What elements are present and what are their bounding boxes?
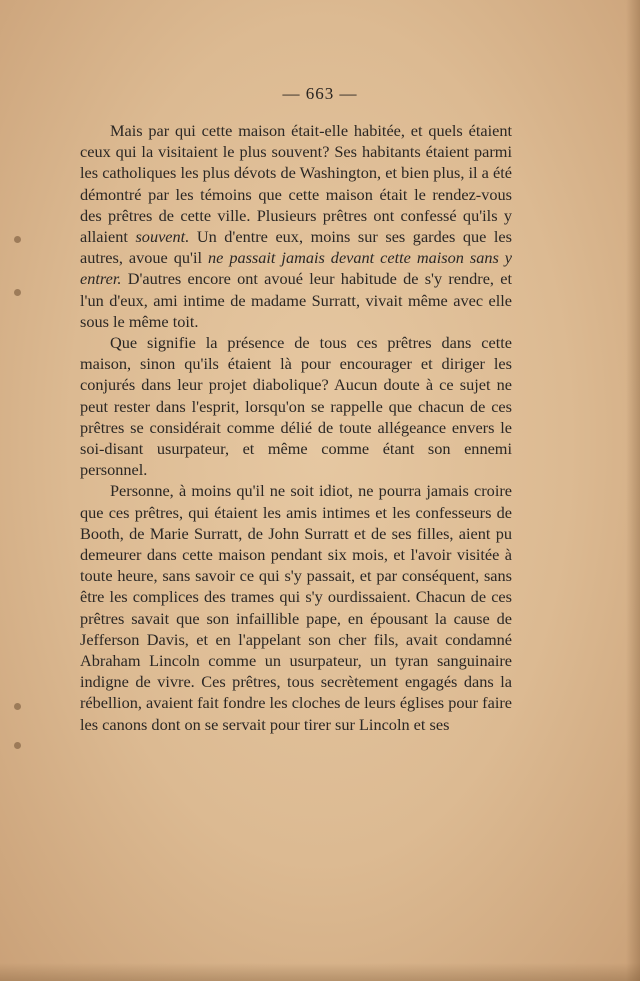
binding-hole-mark <box>14 289 21 296</box>
emphasis-quote: ne passait jamais devant cette maison sans y entrer. <box>80 248 513 289</box>
paragraph-3: Personne, à moins qu'il ne soit idiot, ne pourra jamais croire que ces prêtres, qui étaient les amis intimes et les confesseurs de Booth, de Marie Surratt, de John Surratt et de ses filles, aient pu demeurer dans cette maison pendant six mois, et l'avoir visitée à toute heure, sans savoir ce qui s'y passait, et par conséquent, sans être les complices des trames qui s'y ourdissaient. Chacun de ces prêtres savait que son infaillible pape, en épousant la cause de Jefferson Davis, et en l'appelant son cher fils, avait condamné Abraham Lincoln comme un usurpateur, un tyran sanguinaire indigne de vivre. Ces prêtres, tous secrètement engagés dans la rébellion, avaient fait fondre les cloches de leurs églises pour faire les canons dont on se servait pour tirer sur Lincoln et ses <box>80 481 512 734</box>
paragraph-1-text-end: D'autres encore ont avoué leur habitude de s'y rendre, et l'un d'eux, ami intime de madame Surratt, vivait même avec elle sous le même toit. <box>80 269 512 331</box>
paragraph-1-text: Mais par qui cette maison était-elle habitée, et quels étaient ceux qui la visitaient le plus souvent? Ses habitants étaient parmi les catholiques les plus dévots de Washington, et bien plus, il a été démontré par les témoins que cette maison était le rendez-vous des prêtres de cette ville. Plusieurs prêtres ont confessé qu'ils y allaient <box>80 121 512 247</box>
paragraph-2: Que signifie la présence de tous ces prêtres dans cette maison, sinon qu'ils étaient là pour encourager et diriger les conjurés dans leur projet diabolique? Aucun doute à ce sujet ne peut rester dans l'esprit, lorsqu'on se rappelle que chacun de ces prêtres se considérait comme délié de toute allégeance envers le soi-disant usurpateur, et même comme étant son ennemi personnel. <box>80 333 512 480</box>
binding-hole-mark <box>14 236 21 243</box>
paragraph-1 <box>80 120 512 332</box>
page-number: — 663 — <box>282 84 358 103</box>
page-edge-shadow-bottom <box>0 963 640 981</box>
binding-hole-mark <box>14 742 21 749</box>
emphasis-souvent: souvent. <box>135 227 190 247</box>
page-edge-shadow-right <box>626 0 640 981</box>
body-text <box>80 120 512 735</box>
binding-hole-mark <box>14 703 21 710</box>
paragraph-1-text-cont: Un d'entre eux, moins sur ses gardes que les autres, avoue qu'il <box>80 227 512 268</box>
